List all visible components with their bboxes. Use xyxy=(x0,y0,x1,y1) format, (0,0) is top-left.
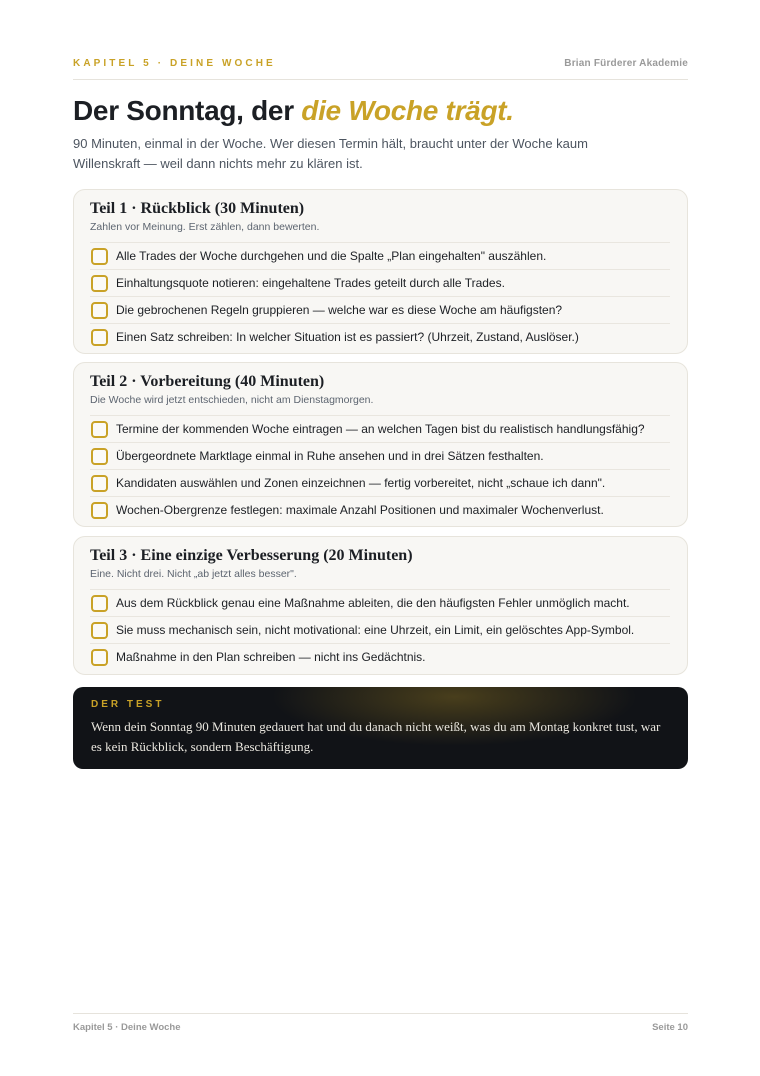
checklist-item-text: Wochen-Obergrenze festlegen: maximale Anzahl Positionen und maximaler Wochenverlust. xyxy=(116,503,604,517)
checkbox-icon[interactable] xyxy=(91,475,108,492)
checklist xyxy=(90,589,670,670)
test-text: Wenn dein Sonntag 90 Minuten gedauert hat und du danach nicht weißt, was du am Montag konkret tust, war es kein Rückblick, sondern Beschäftigung. xyxy=(91,719,661,754)
section-title: Teil 2 · Vorbereitung (40 Minuten) xyxy=(90,373,325,390)
document-page xyxy=(73,0,688,1076)
checklist-item[interactable] xyxy=(90,296,670,323)
checklist xyxy=(90,415,670,523)
checklist-item-text: Termine der kommenden Woche eintragen — an welchen Tagen bist du realistisch handlungsfähig? xyxy=(116,422,645,436)
checklist-item[interactable] xyxy=(90,242,670,269)
checklist-item-text: Die gebrochenen Regeln gruppieren — welche war es diese Woche am häufigsten? xyxy=(116,303,563,317)
checklist-item[interactable] xyxy=(90,469,670,496)
checklist-item-text: Kandidaten auswählen und Zonen einzeichnen — fertig vorbereitet, nicht „schaue ich dann". xyxy=(116,476,606,490)
checklist-item-text: Maßnahme in den Plan schreiben — nicht ins Gedächtnis. xyxy=(116,650,426,664)
checkbox-icon[interactable] xyxy=(91,502,108,519)
checklist-item-text: Übergeordnete Marktlage einmal in Ruhe ansehen und in drei Sätzen festhalten. xyxy=(116,449,544,463)
chapter-label: KAPITEL 5 · DEINE WOCHE xyxy=(73,58,276,69)
academy-name: Brian Fürderer Akademie xyxy=(564,58,688,69)
test-callout xyxy=(73,687,688,769)
checklist-item-text: Einhaltungsquote notieren: eingehaltene Trades geteilt durch alle Trades. xyxy=(116,276,505,290)
page-footer xyxy=(73,1013,688,1036)
checkbox-icon[interactable] xyxy=(91,248,108,265)
checkbox-icon[interactable] xyxy=(91,649,108,666)
checklist-item-text: Alle Trades der Woche durchgehen und die Spalte „Plan eingehalten" auszählen. xyxy=(116,249,547,263)
checklist-item[interactable] xyxy=(90,643,670,670)
checkbox-icon[interactable] xyxy=(91,302,108,319)
checkbox-icon[interactable] xyxy=(91,421,108,438)
checklist-item[interactable] xyxy=(90,496,670,523)
checkbox-icon[interactable] xyxy=(91,595,108,612)
section-subtitle: Eine. Nicht drei. Nicht „ab jetzt alles besser". xyxy=(90,568,297,580)
checkbox-icon[interactable] xyxy=(91,448,108,465)
checklist-item-text: Sie muss mechanisch sein, nicht motivational: eine Uhrzeit, ein Limit, ein gelöschtes App-Symbol. xyxy=(116,623,635,637)
checklist-item[interactable] xyxy=(90,442,670,469)
intro-text: 90 Minuten, einmal in der Woche. Wer diesen Termin hält, braucht unter der Woche kaum Willenskraft — weil dann nichts mehr zu klären ist. xyxy=(73,136,588,171)
checklist-item[interactable] xyxy=(90,415,670,442)
test-label: DER TEST xyxy=(91,699,165,710)
checklist-item[interactable] xyxy=(90,269,670,296)
section-card-verbesserung xyxy=(73,536,688,675)
section-subtitle: Die Woche wird jetzt entschieden, nicht am Dienstagmorgen. xyxy=(90,394,374,406)
checklist-item[interactable] xyxy=(90,616,670,643)
section-title: Teil 3 · Eine einzige Verbesserung (20 Minuten) xyxy=(90,547,413,564)
checklist-item[interactable] xyxy=(90,323,670,350)
page-title-accent: die Woche trägt. xyxy=(301,95,514,126)
checklist xyxy=(90,242,670,350)
checklist-item[interactable] xyxy=(90,589,670,616)
checklist-item-text: Aus dem Rückblick genau eine Maßnahme ableiten, die den häufigsten Fehler unmöglich macht. xyxy=(116,596,630,610)
section-card-vorbereitung xyxy=(73,362,688,527)
page-title xyxy=(73,95,514,127)
section-subtitle: Zahlen vor Meinung. Erst zählen, dann bewerten. xyxy=(90,221,320,233)
checkbox-icon[interactable] xyxy=(91,275,108,292)
checkbox-icon[interactable] xyxy=(91,329,108,346)
section-title: Teil 1 · Rückblick (30 Minuten) xyxy=(90,200,305,217)
page-title-main: Der Sonntag, der xyxy=(73,95,302,126)
section-card-rueckblick xyxy=(73,189,688,354)
checkbox-icon[interactable] xyxy=(91,622,108,639)
page-header xyxy=(73,57,688,80)
page-number: Seite 10 xyxy=(652,1022,688,1033)
footer-chapter: Kapitel 5 · Deine Woche xyxy=(73,1022,181,1033)
checklist-item-text: Einen Satz schreiben: In welcher Situation ist es passiert? (Uhrzeit, Zustand, Auslöser.) xyxy=(116,330,579,344)
